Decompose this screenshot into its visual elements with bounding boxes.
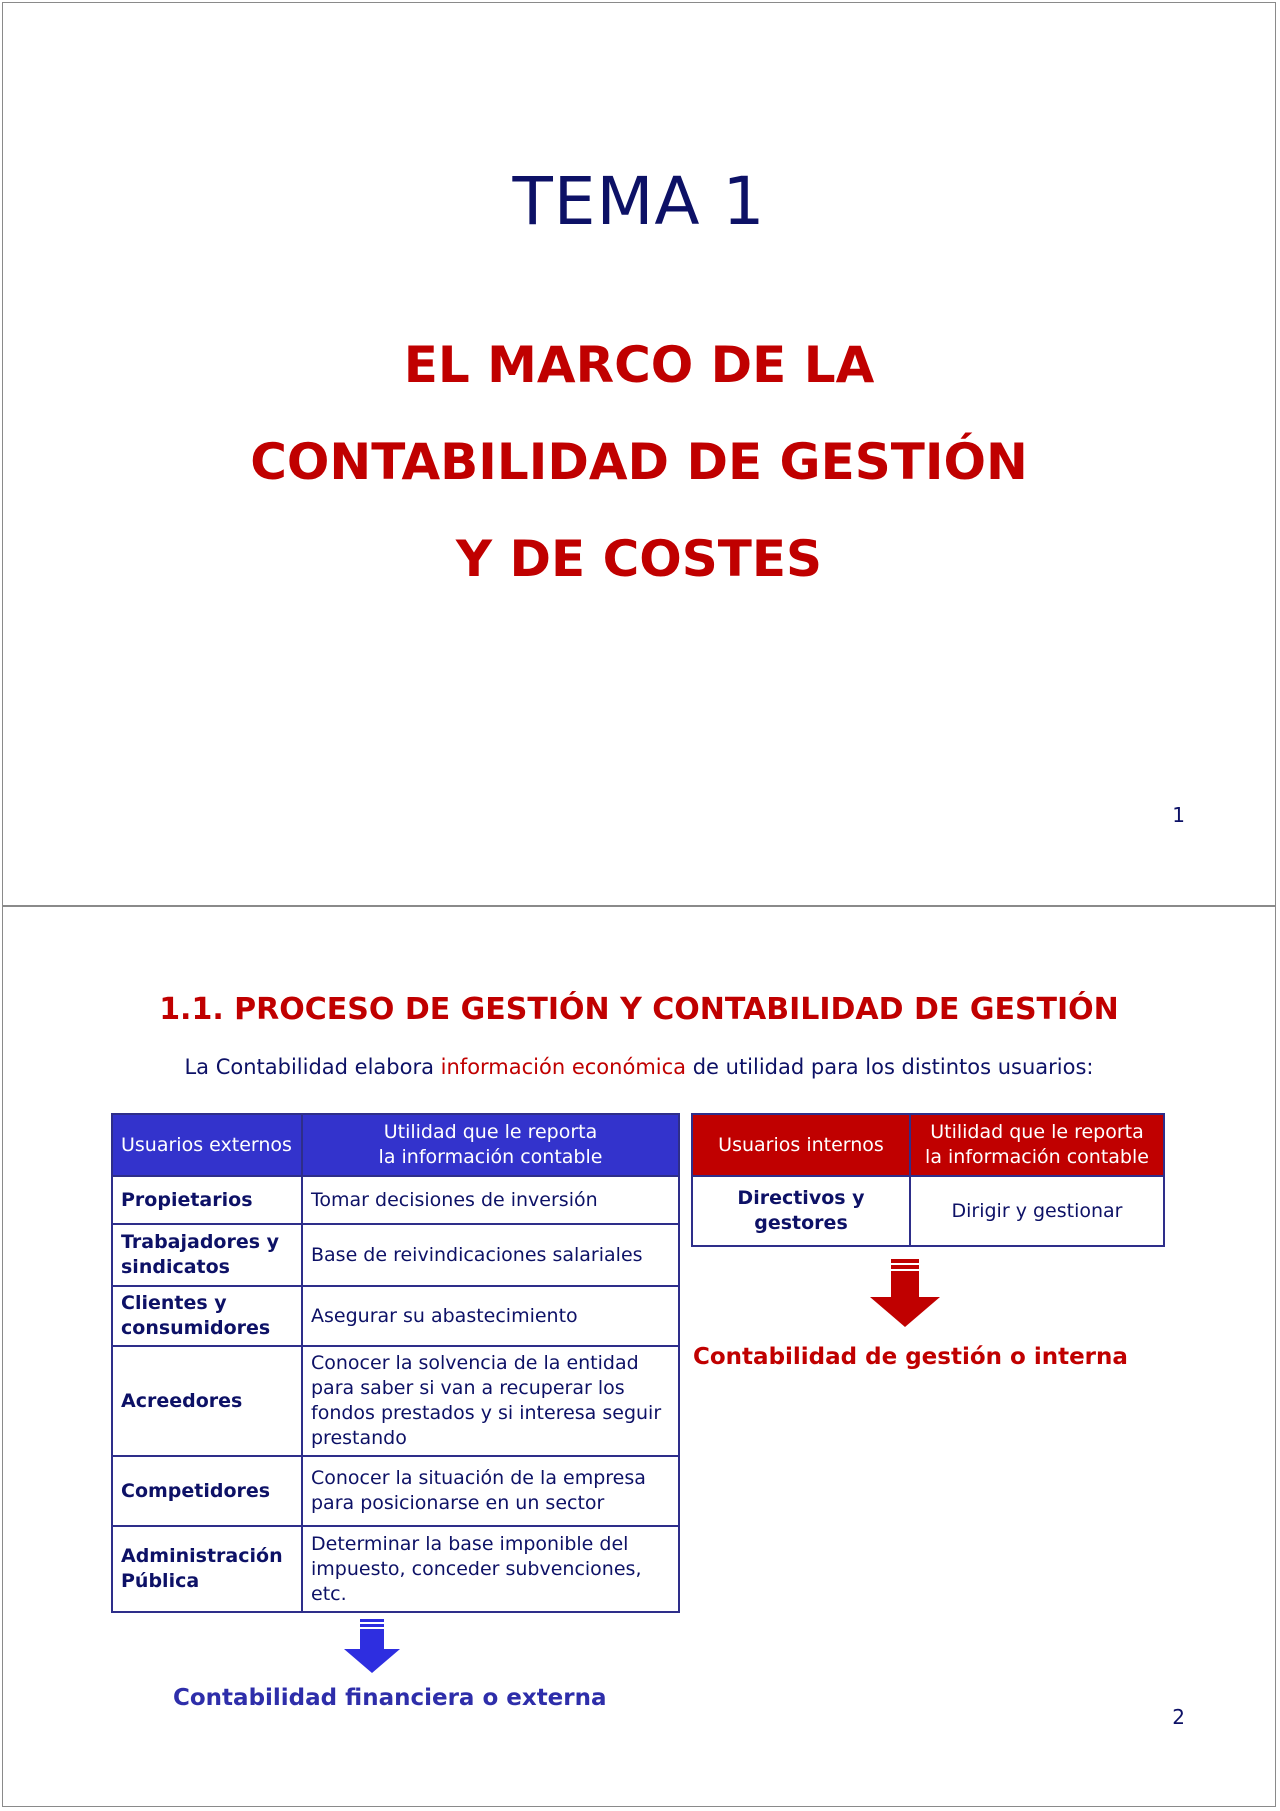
external-users-header: Usuarios externos xyxy=(112,1114,302,1176)
internal-users-header: Usuarios internos xyxy=(692,1114,910,1176)
intro-highlight: información económica xyxy=(440,1055,687,1079)
table-row xyxy=(112,1286,679,1346)
internal-utility-header: Utilidad que le reporta la información contable xyxy=(910,1114,1164,1176)
section-heading: 1.1. PROCESO DE GESTIÓN Y CONTABILIDAD DE GESTIÓN xyxy=(159,992,1119,1027)
utility-cell: Dirigir y gestionar xyxy=(910,1176,1164,1246)
page-number: 1 xyxy=(1172,803,1185,827)
external-result-label: Contabilidad financiera o externa xyxy=(173,1685,607,1711)
user-cell: Propietarios xyxy=(112,1176,302,1224)
user-cell: Acreedores xyxy=(112,1346,302,1456)
table-row xyxy=(112,1176,679,1224)
down-arrow-icon xyxy=(867,1259,943,1329)
table-row xyxy=(112,1526,679,1612)
down-arrow-icon xyxy=(340,1619,404,1675)
slide-1 xyxy=(2,2,1276,906)
page-number: 2 xyxy=(1172,1705,1185,1729)
subtitle-line-1: EL MARCO DE LA xyxy=(403,336,875,394)
external-utility-header: Utilidad que le reporta la información contable xyxy=(302,1114,679,1176)
intro-text xyxy=(3,1055,1275,1079)
utility-cell: Base de reivindicaciones salariales xyxy=(302,1224,679,1286)
table-row xyxy=(112,1224,679,1286)
user-cell: Directivos y gestores xyxy=(692,1176,910,1246)
table-row xyxy=(692,1176,1164,1246)
slide-2 xyxy=(2,906,1276,1807)
table-row xyxy=(112,1456,679,1526)
utility-cell: Asegurar su abastecimiento xyxy=(302,1286,679,1346)
utility-cell: Conocer la situación de la empresa para posicionarse en un sector xyxy=(302,1456,679,1526)
subtitle-line-2: CONTABILIDAD DE GESTIÓN xyxy=(250,433,1028,491)
intro-before: La Contabilidad elabora xyxy=(184,1055,441,1079)
tema-title: TEMA 1 xyxy=(512,163,766,240)
user-cell: Competidores xyxy=(112,1456,302,1526)
user-cell: Clientes y consumidores xyxy=(112,1286,302,1346)
internal-result-label: Contabilidad de gestión o interna xyxy=(693,1344,1128,1370)
user-cell: Trabajadores y sindicatos xyxy=(112,1224,302,1286)
table-row xyxy=(112,1346,679,1456)
external-users-table xyxy=(111,1113,680,1613)
utility-cell: Determinar la base imponible del impuesto, conceder subvenciones, etc. xyxy=(302,1526,679,1612)
internal-users-table xyxy=(691,1113,1165,1247)
subtitle-line-3: Y DE COSTES xyxy=(455,530,823,588)
intro-after: de utilidad para los distintos usuarios: xyxy=(686,1055,1094,1079)
user-cell: Administración Pública xyxy=(112,1526,302,1612)
utility-cell: Conocer la solvencia de la entidad para saber si van a recuperar los fondos prestados y si interesa seguir prestando xyxy=(302,1346,679,1456)
utility-cell: Tomar decisiones de inversión xyxy=(302,1176,679,1224)
